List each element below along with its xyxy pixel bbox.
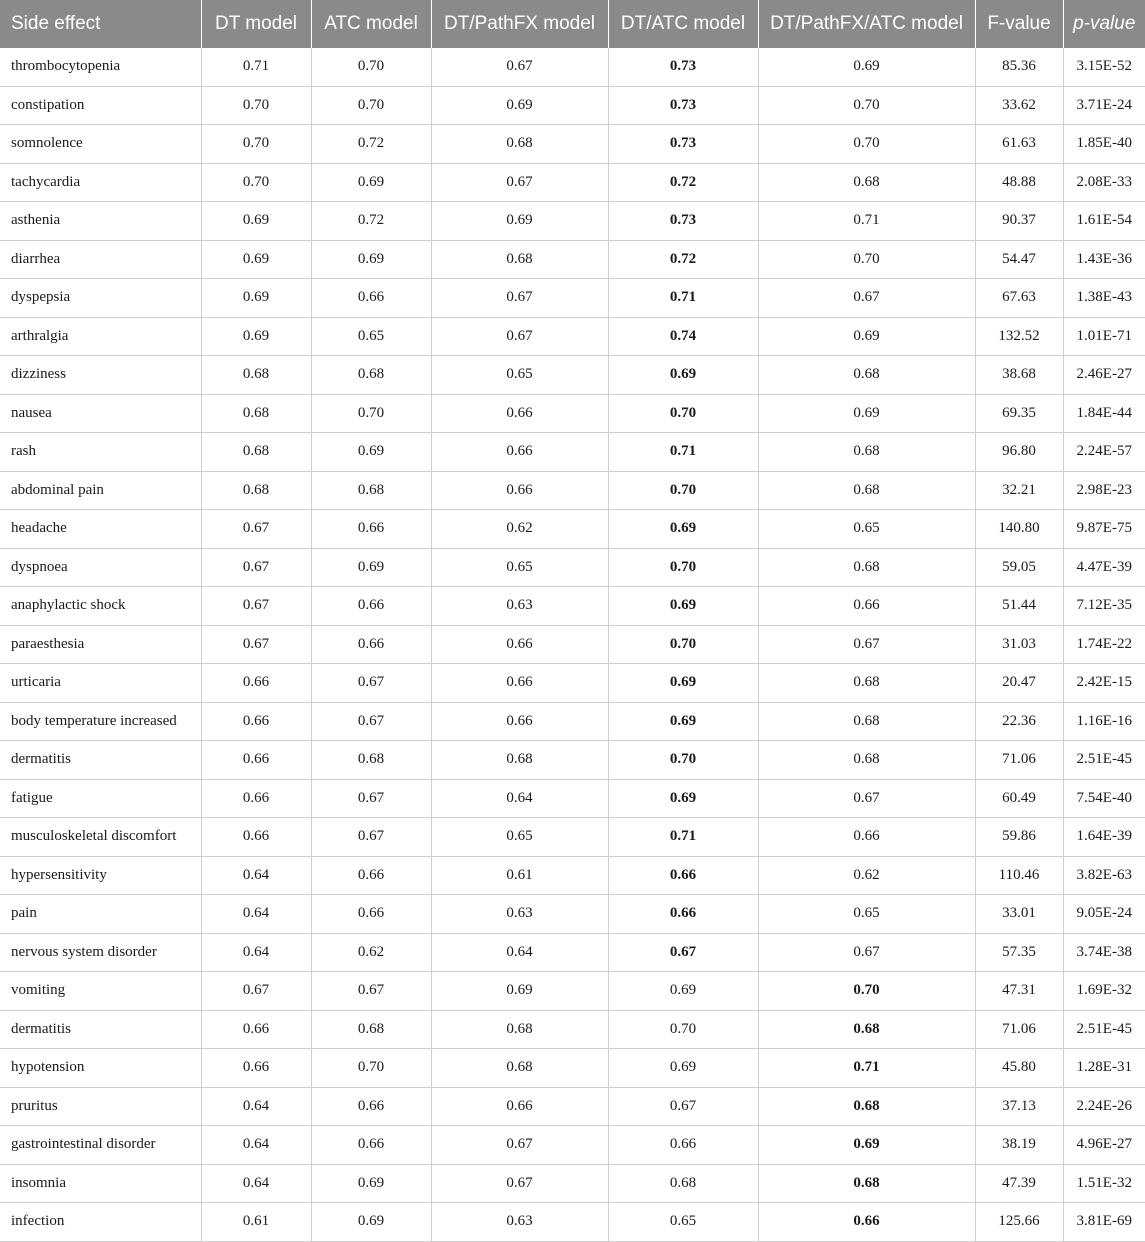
cell-dt-pathfx-atc-model: 0.67 (758, 933, 975, 972)
cell-side-effect: nervous system disorder (0, 933, 201, 972)
cell-dt-pathfx-model: 0.68 (431, 1010, 608, 1049)
cell-side-effect: anaphylactic shock (0, 587, 201, 626)
table-row (0, 1126, 1145, 1165)
cell-atc-model: 0.69 (311, 433, 431, 472)
table-row (0, 317, 1145, 356)
cell-dt-model: 0.68 (201, 471, 311, 510)
cell-dt-atc-model: 0.65 (608, 1203, 758, 1242)
table-row (0, 125, 1145, 164)
cell-f-value: 96.80 (975, 433, 1063, 472)
cell-dt-atc-model: 0.74 (608, 317, 758, 356)
table-row (0, 163, 1145, 202)
cell-atc-model: 0.69 (311, 548, 431, 587)
cell-dt-pathfx-atc-model: 0.67 (758, 779, 975, 818)
cell-dt-model: 0.64 (201, 1087, 311, 1126)
cell-p-value: 2.46E-27 (1063, 356, 1145, 395)
cell-dt-pathfx-atc-model: 0.69 (758, 317, 975, 356)
cell-dt-model: 0.64 (201, 1164, 311, 1203)
cell-atc-model: 0.72 (311, 125, 431, 164)
cell-dt-pathfx-model: 0.61 (431, 856, 608, 895)
table-row (0, 240, 1145, 279)
cell-dt-model: 0.69 (201, 317, 311, 356)
cell-atc-model: 0.67 (311, 702, 431, 741)
cell-dt-atc-model: 0.67 (608, 933, 758, 972)
cell-p-value: 2.08E-33 (1063, 163, 1145, 202)
cell-p-value: 3.15E-52 (1063, 48, 1145, 86)
cell-dt-model: 0.68 (201, 356, 311, 395)
cell-side-effect: pain (0, 895, 201, 934)
cell-dt-atc-model: 0.70 (608, 548, 758, 587)
cell-dt-model: 0.64 (201, 1126, 311, 1165)
cell-p-value: 1.85E-40 (1063, 125, 1145, 164)
cell-p-value: 2.42E-15 (1063, 664, 1145, 703)
table-row (0, 1203, 1145, 1242)
cell-dt-pathfx-model: 0.65 (431, 356, 608, 395)
cell-dt-atc-model: 0.69 (608, 972, 758, 1011)
cell-atc-model: 0.70 (311, 1049, 431, 1088)
header-atc-model: ATC model (311, 0, 431, 48)
cell-atc-model: 0.62 (311, 933, 431, 972)
cell-side-effect: constipation (0, 86, 201, 125)
cell-dt-model: 0.71 (201, 48, 311, 86)
cell-side-effect: dyspnoea (0, 548, 201, 587)
cell-atc-model: 0.66 (311, 1126, 431, 1165)
cell-dt-pathfx-atc-model: 0.70 (758, 240, 975, 279)
cell-dt-atc-model: 0.72 (608, 240, 758, 279)
cell-dt-atc-model: 0.70 (608, 471, 758, 510)
cell-dt-atc-model: 0.71 (608, 818, 758, 857)
cell-p-value: 1.84E-44 (1063, 394, 1145, 433)
cell-atc-model: 0.70 (311, 86, 431, 125)
cell-f-value: 60.49 (975, 779, 1063, 818)
cell-f-value: 48.88 (975, 163, 1063, 202)
cell-f-value: 71.06 (975, 741, 1063, 780)
cell-side-effect: hypotension (0, 1049, 201, 1088)
cell-dt-model: 0.66 (201, 1010, 311, 1049)
cell-f-value: 47.39 (975, 1164, 1063, 1203)
cell-dt-pathfx-atc-model: 0.68 (758, 1010, 975, 1049)
cell-atc-model: 0.66 (311, 895, 431, 934)
cell-dt-pathfx-model: 0.62 (431, 510, 608, 549)
cell-dt-atc-model: 0.69 (608, 779, 758, 818)
header-dt-pathfx-atc-model: DT/PathFX/ATC model (758, 0, 975, 48)
cell-dt-pathfx-atc-model: 0.68 (758, 356, 975, 395)
cell-f-value: 125.66 (975, 1203, 1063, 1242)
cell-dt-model: 0.66 (201, 1049, 311, 1088)
cell-dt-pathfx-model: 0.69 (431, 86, 608, 125)
cell-dt-atc-model: 0.66 (608, 1126, 758, 1165)
cell-atc-model: 0.69 (311, 1164, 431, 1203)
table-body (0, 48, 1145, 1241)
header-dt-pathfx-model: DT/PathFX model (431, 0, 608, 48)
cell-dt-atc-model: 0.73 (608, 86, 758, 125)
table-row (0, 587, 1145, 626)
cell-atc-model: 0.69 (311, 240, 431, 279)
header-p-value (1063, 0, 1145, 48)
cell-f-value: 38.68 (975, 356, 1063, 395)
table-row (0, 933, 1145, 972)
cell-dt-pathfx-model: 0.68 (431, 240, 608, 279)
cell-atc-model: 0.69 (311, 1203, 431, 1242)
cell-dt-pathfx-atc-model: 0.68 (758, 741, 975, 780)
cell-f-value: 33.01 (975, 895, 1063, 934)
cell-dt-model: 0.67 (201, 972, 311, 1011)
cell-p-value: 2.24E-57 (1063, 433, 1145, 472)
table-row (0, 510, 1145, 549)
cell-atc-model: 0.66 (311, 510, 431, 549)
cell-atc-model: 0.67 (311, 972, 431, 1011)
cell-dt-atc-model: 0.69 (608, 587, 758, 626)
cell-p-value: 3.81E-69 (1063, 1203, 1145, 1242)
cell-dt-atc-model: 0.71 (608, 279, 758, 318)
cell-dt-atc-model: 0.70 (608, 1010, 758, 1049)
header-row (0, 0, 1145, 48)
cell-f-value: 37.13 (975, 1087, 1063, 1126)
cell-dt-atc-model: 0.69 (608, 702, 758, 741)
cell-side-effect: nausea (0, 394, 201, 433)
table-row (0, 741, 1145, 780)
cell-dt-atc-model: 0.73 (608, 125, 758, 164)
header-f-value: F-value (975, 0, 1063, 48)
table-row (0, 202, 1145, 241)
cell-dt-model: 0.70 (201, 125, 311, 164)
cell-p-value: 7.12E-35 (1063, 587, 1145, 626)
cell-dt-pathfx-atc-model: 0.68 (758, 163, 975, 202)
cell-dt-pathfx-model: 0.67 (431, 48, 608, 86)
cell-f-value: 57.35 (975, 933, 1063, 972)
cell-dt-pathfx-model: 0.66 (431, 625, 608, 664)
cell-dt-pathfx-model: 0.64 (431, 933, 608, 972)
cell-p-value: 9.87E-75 (1063, 510, 1145, 549)
table-row (0, 356, 1145, 395)
cell-dt-model: 0.66 (201, 779, 311, 818)
cell-dt-pathfx-model: 0.67 (431, 317, 608, 356)
cell-atc-model: 0.68 (311, 356, 431, 395)
cell-dt-atc-model: 0.66 (608, 895, 758, 934)
cell-dt-pathfx-model: 0.66 (431, 702, 608, 741)
cell-dt-model: 0.64 (201, 895, 311, 934)
cell-f-value: 71.06 (975, 1010, 1063, 1049)
cell-p-value: 2.51E-45 (1063, 741, 1145, 780)
cell-dt-pathfx-model: 0.66 (431, 433, 608, 472)
cell-dt-atc-model: 0.69 (608, 664, 758, 703)
cell-p-value: 1.28E-31 (1063, 1049, 1145, 1088)
cell-p-value: 2.51E-45 (1063, 1010, 1145, 1049)
cell-dt-pathfx-atc-model: 0.66 (758, 818, 975, 857)
cell-dt-model: 0.67 (201, 625, 311, 664)
cell-side-effect: abdominal pain (0, 471, 201, 510)
cell-atc-model: 0.67 (311, 779, 431, 818)
cell-f-value: 59.86 (975, 818, 1063, 857)
cell-side-effect: thrombocytopenia (0, 48, 201, 86)
cell-side-effect: insomnia (0, 1164, 201, 1203)
cell-f-value: 32.21 (975, 471, 1063, 510)
cell-dt-model: 0.67 (201, 510, 311, 549)
cell-f-value: 22.36 (975, 702, 1063, 741)
cell-dt-pathfx-atc-model: 0.66 (758, 1203, 975, 1242)
cell-side-effect: paraesthesia (0, 625, 201, 664)
cell-dt-pathfx-model: 0.67 (431, 1164, 608, 1203)
cell-dt-pathfx-model: 0.69 (431, 202, 608, 241)
table-row (0, 548, 1145, 587)
cell-p-value: 1.38E-43 (1063, 279, 1145, 318)
cell-dt-pathfx-atc-model: 0.69 (758, 394, 975, 433)
cell-f-value: 110.46 (975, 856, 1063, 895)
cell-p-value: 1.61E-54 (1063, 202, 1145, 241)
cell-dt-pathfx-model: 0.69 (431, 972, 608, 1011)
cell-dt-pathfx-model: 0.64 (431, 779, 608, 818)
cell-dt-model: 0.68 (201, 394, 311, 433)
table-row (0, 48, 1145, 86)
cell-dt-pathfx-atc-model: 0.68 (758, 548, 975, 587)
cell-dt-atc-model: 0.70 (608, 625, 758, 664)
table-row (0, 818, 1145, 857)
table-row (0, 972, 1145, 1011)
cell-f-value: 20.47 (975, 664, 1063, 703)
cell-p-value: 2.24E-26 (1063, 1087, 1145, 1126)
cell-dt-model: 0.70 (201, 163, 311, 202)
cell-dt-pathfx-atc-model: 0.68 (758, 1164, 975, 1203)
cell-atc-model: 0.69 (311, 163, 431, 202)
cell-atc-model: 0.66 (311, 1087, 431, 1126)
cell-dt-model: 0.64 (201, 856, 311, 895)
cell-side-effect: arthralgia (0, 317, 201, 356)
cell-p-value: 2.98E-23 (1063, 471, 1145, 510)
cell-dt-pathfx-atc-model: 0.65 (758, 895, 975, 934)
cell-atc-model: 0.66 (311, 625, 431, 664)
header-dt-model: DT model (201, 0, 311, 48)
cell-dt-model: 0.66 (201, 741, 311, 780)
cell-dt-atc-model: 0.66 (608, 856, 758, 895)
table-row (0, 279, 1145, 318)
cell-f-value: 61.63 (975, 125, 1063, 164)
cell-dt-pathfx-atc-model: 0.70 (758, 86, 975, 125)
cell-dt-atc-model: 0.73 (608, 202, 758, 241)
cell-f-value: 69.35 (975, 394, 1063, 433)
cell-side-effect: musculoskeletal discomfort (0, 818, 201, 857)
cell-dt-atc-model: 0.71 (608, 433, 758, 472)
cell-dt-pathfx-model: 0.68 (431, 741, 608, 780)
cell-dt-model: 0.69 (201, 202, 311, 241)
cell-dt-atc-model: 0.67 (608, 1087, 758, 1126)
cell-atc-model: 0.67 (311, 664, 431, 703)
cell-dt-pathfx-model: 0.66 (431, 1087, 608, 1126)
cell-atc-model: 0.68 (311, 741, 431, 780)
cell-side-effect: gastrointestinal disorder (0, 1126, 201, 1165)
cell-side-effect: dermatitis (0, 741, 201, 780)
cell-dt-pathfx-model: 0.67 (431, 279, 608, 318)
cell-f-value: 45.80 (975, 1049, 1063, 1088)
cell-p-value: 1.69E-32 (1063, 972, 1145, 1011)
cell-f-value: 38.19 (975, 1126, 1063, 1165)
cell-p-value: 9.05E-24 (1063, 895, 1145, 934)
cell-dt-model: 0.70 (201, 86, 311, 125)
cell-dt-model: 0.64 (201, 933, 311, 972)
table-row (0, 664, 1145, 703)
cell-side-effect: hypersensitivity (0, 856, 201, 895)
cell-dt-model: 0.61 (201, 1203, 311, 1242)
cell-dt-pathfx-model: 0.65 (431, 548, 608, 587)
cell-atc-model: 0.70 (311, 48, 431, 86)
cell-p-value: 1.16E-16 (1063, 702, 1145, 741)
cell-f-value: 90.37 (975, 202, 1063, 241)
cell-p-value: 4.47E-39 (1063, 548, 1145, 587)
table-row (0, 856, 1145, 895)
cell-dt-model: 0.69 (201, 240, 311, 279)
cell-dt-pathfx-model: 0.66 (431, 664, 608, 703)
cell-dt-pathfx-model: 0.67 (431, 163, 608, 202)
cell-dt-pathfx-model: 0.67 (431, 1126, 608, 1165)
cell-dt-atc-model: 0.68 (608, 1164, 758, 1203)
cell-atc-model: 0.65 (311, 317, 431, 356)
cell-dt-pathfx-model: 0.66 (431, 394, 608, 433)
cell-dt-atc-model: 0.70 (608, 394, 758, 433)
cell-dt-pathfx-atc-model: 0.68 (758, 1087, 975, 1126)
cell-p-value: 3.82E-63 (1063, 856, 1145, 895)
cell-dt-pathfx-model: 0.68 (431, 125, 608, 164)
cell-atc-model: 0.66 (311, 587, 431, 626)
cell-dt-pathfx-model: 0.66 (431, 471, 608, 510)
cell-p-value: 1.01E-71 (1063, 317, 1145, 356)
cell-dt-pathfx-atc-model: 0.62 (758, 856, 975, 895)
cell-dt-model: 0.66 (201, 664, 311, 703)
header-side-effect: Side effect (0, 0, 201, 48)
cell-dt-pathfx-atc-model: 0.67 (758, 279, 975, 318)
cell-p-value: 3.74E-38 (1063, 933, 1145, 972)
cell-f-value: 54.47 (975, 240, 1063, 279)
table-row (0, 86, 1145, 125)
cell-side-effect: dizziness (0, 356, 201, 395)
cell-f-value: 140.80 (975, 510, 1063, 549)
cell-side-effect: headache (0, 510, 201, 549)
cell-p-value: 1.74E-22 (1063, 625, 1145, 664)
cell-f-value: 132.52 (975, 317, 1063, 356)
cell-f-value: 33.62 (975, 86, 1063, 125)
cell-dt-pathfx-atc-model: 0.70 (758, 972, 975, 1011)
cell-dt-pathfx-atc-model: 0.66 (758, 587, 975, 626)
table-header (0, 0, 1145, 48)
cell-p-value: 1.43E-36 (1063, 240, 1145, 279)
cell-dt-pathfx-model: 0.63 (431, 587, 608, 626)
cell-dt-pathfx-model: 0.63 (431, 895, 608, 934)
table-row (0, 1010, 1145, 1049)
table-row (0, 471, 1145, 510)
cell-dt-pathfx-atc-model: 0.67 (758, 625, 975, 664)
cell-side-effect: asthenia (0, 202, 201, 241)
table-row (0, 625, 1145, 664)
cell-atc-model: 0.72 (311, 202, 431, 241)
cell-dt-atc-model: 0.73 (608, 48, 758, 86)
cell-p-value: 3.71E-24 (1063, 86, 1145, 125)
table-row (0, 433, 1145, 472)
cell-dt-model: 0.67 (201, 548, 311, 587)
cell-p-value: 7.54E-40 (1063, 779, 1145, 818)
table-row (0, 1049, 1145, 1088)
cell-dt-model: 0.68 (201, 433, 311, 472)
cell-dt-atc-model: 0.69 (608, 510, 758, 549)
cell-dt-pathfx-atc-model: 0.68 (758, 702, 975, 741)
table-row (0, 702, 1145, 741)
cell-f-value: 67.63 (975, 279, 1063, 318)
cell-f-value: 85.36 (975, 48, 1063, 86)
cell-atc-model: 0.70 (311, 394, 431, 433)
cell-atc-model: 0.68 (311, 471, 431, 510)
cell-side-effect: diarrhea (0, 240, 201, 279)
cell-side-effect: urticaria (0, 664, 201, 703)
cell-p-value: 4.96E-27 (1063, 1126, 1145, 1165)
cell-dt-atc-model: 0.69 (608, 356, 758, 395)
cell-side-effect: tachycardia (0, 163, 201, 202)
cell-p-value: 1.64E-39 (1063, 818, 1145, 857)
cell-dt-model: 0.67 (201, 587, 311, 626)
cell-f-value: 59.05 (975, 548, 1063, 587)
cell-dt-pathfx-atc-model: 0.70 (758, 125, 975, 164)
cell-p-value: 1.51E-32 (1063, 1164, 1145, 1203)
cell-dt-model: 0.66 (201, 818, 311, 857)
cell-dt-pathfx-model: 0.63 (431, 1203, 608, 1242)
table-row (0, 394, 1145, 433)
cell-dt-pathfx-atc-model: 0.68 (758, 664, 975, 703)
cell-dt-model: 0.66 (201, 702, 311, 741)
cell-side-effect: infection (0, 1203, 201, 1242)
cell-dt-atc-model: 0.70 (608, 741, 758, 780)
cell-atc-model: 0.66 (311, 279, 431, 318)
header-dt-atc-model: DT/ATC model (608, 0, 758, 48)
cell-dt-pathfx-model: 0.68 (431, 1049, 608, 1088)
cell-dt-pathfx-model: 0.65 (431, 818, 608, 857)
cell-atc-model: 0.66 (311, 856, 431, 895)
table-row (0, 895, 1145, 934)
cell-dt-pathfx-atc-model: 0.68 (758, 471, 975, 510)
cell-side-effect: pruritus (0, 1087, 201, 1126)
cell-dt-atc-model: 0.72 (608, 163, 758, 202)
table-row (0, 779, 1145, 818)
cell-f-value: 51.44 (975, 587, 1063, 626)
cell-side-effect: dyspepsia (0, 279, 201, 318)
cell-atc-model: 0.68 (311, 1010, 431, 1049)
cell-side-effect: fatigue (0, 779, 201, 818)
cell-dt-pathfx-atc-model: 0.65 (758, 510, 975, 549)
cell-side-effect: rash (0, 433, 201, 472)
cell-dt-pathfx-atc-model: 0.71 (758, 202, 975, 241)
cell-side-effect: body temperature increased (0, 702, 201, 741)
cell-side-effect: somnolence (0, 125, 201, 164)
cell-atc-model: 0.67 (311, 818, 431, 857)
cell-dt-pathfx-atc-model: 0.69 (758, 48, 975, 86)
cell-dt-model: 0.69 (201, 279, 311, 318)
cell-dt-pathfx-atc-model: 0.68 (758, 433, 975, 472)
cell-f-value: 31.03 (975, 625, 1063, 664)
cell-f-value: 47.31 (975, 972, 1063, 1011)
cell-side-effect: dermatitis (0, 1010, 201, 1049)
table-row (0, 1164, 1145, 1203)
cell-side-effect: vomiting (0, 972, 201, 1011)
table-row (0, 1087, 1145, 1126)
cell-dt-pathfx-atc-model: 0.69 (758, 1126, 975, 1165)
cell-dt-pathfx-atc-model: 0.71 (758, 1049, 975, 1088)
p-value-header-text: p-value (1073, 13, 1136, 34)
cell-dt-atc-model: 0.69 (608, 1049, 758, 1088)
